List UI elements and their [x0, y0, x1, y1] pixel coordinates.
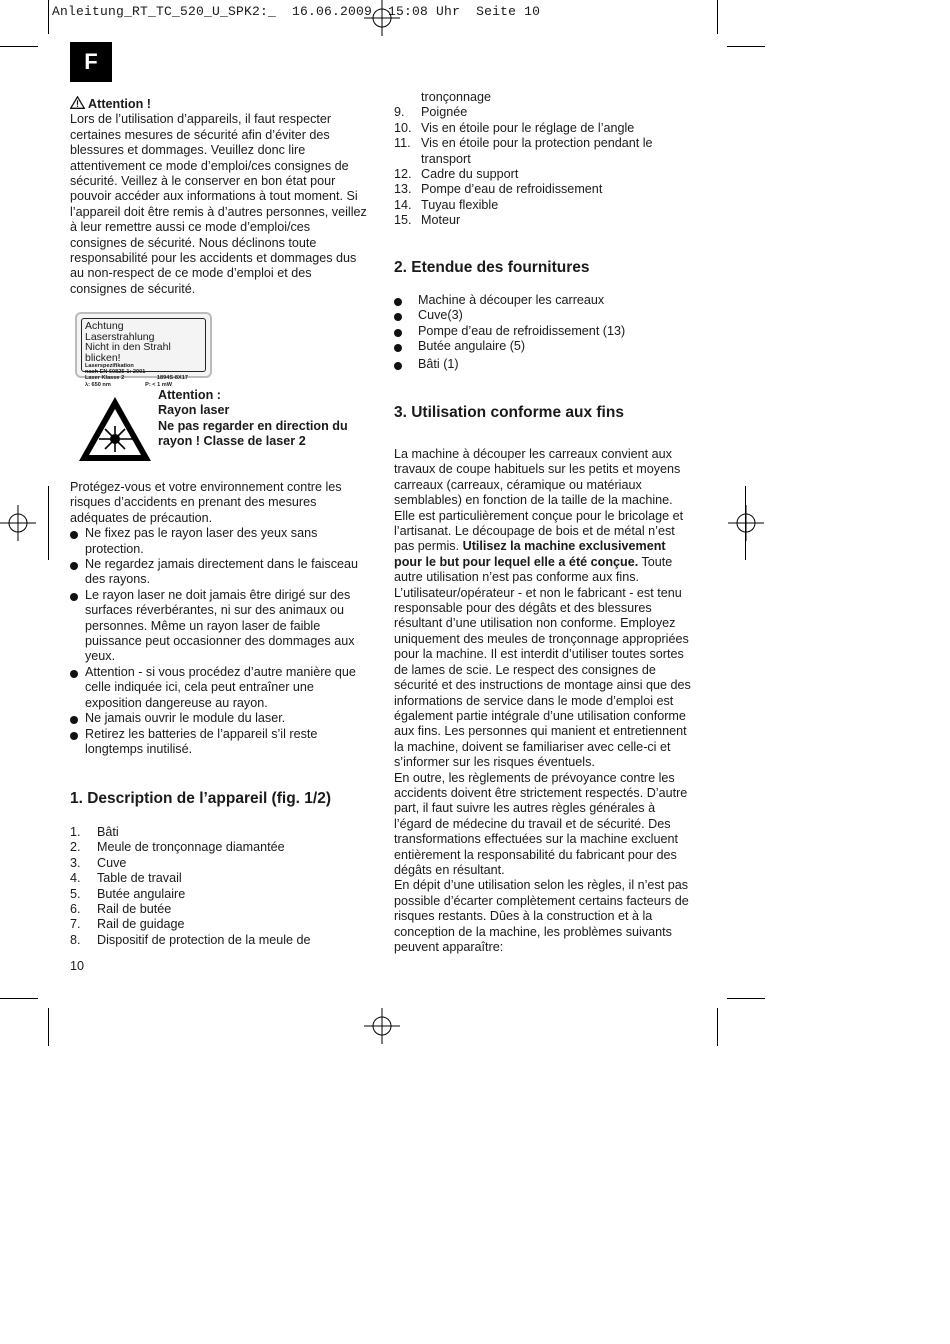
section-2-title: 2. Etendue des fournitures	[394, 259, 590, 276]
registration-mark-icon	[728, 505, 764, 541]
list-item: 9. Poignée	[394, 105, 468, 120]
crop-mark	[0, 998, 38, 999]
list-item: Ne jamais ouvrir le module du laser.	[70, 711, 380, 726]
list-item: Ne fixez pas le rayon laser des yeux sans protection.	[70, 526, 380, 557]
crop-mark	[727, 46, 765, 47]
registration-mark-icon	[364, 0, 400, 36]
crop-mark	[727, 998, 765, 999]
crop-mark	[745, 486, 746, 560]
laser-warning-text: Attention : Rayon laser Ne pas regarder en direction du rayon ! Classe de laser 2	[158, 388, 348, 449]
list-item: 11. Vis en étoile pour la protection pendant le transport	[394, 136, 653, 166]
list-item: Butée angulaire (5)	[394, 339, 704, 354]
list-item: 3. Cuve	[70, 855, 127, 870]
section-3-body: La machine à découper les carreaux convient aux travaux de coupe habituels sur les petits et moyens carreaux (carreaux, céramique ou matériaux semblables) en fonction de la taille de la machine. Elle est particulièrement conçue pour le bricolage et l’artisanat. Le découpage de bois et de métal n’est pas permis. Utilisez la machine exclusivement pour le but pour lequel elle a été conçue. Toute autre utilisation n’est pas conforme aux fins. L’utilisateur/opérateur - et non le fabricant - est tenu responsable pour des dégâts et des blessures résultant d’une utilisation non conforme. Employez uniquement des meules de tronçonnage appropriées pour la machine. Il est interdit d’utiliser toutes sortes de lames de scie. Le respect des consignes de sécurité et des instructions de montage ainsi que des informations de service dans le mode d’emploi est également partie intégrale d’une utilisation conforme aux fins. Les personnes qui manient et entretiennent la machine, doivent se familiariser avec celle-ci et s’informer sur les risques éventuels. En outre, les règlements de prévoyance contre les accidents doivent être strictement respectés. D’autre part, il faut suivre les autres règles générales à l’égard de médecine du travail et de sécurité. Des transformations effectuées sur la machine excluent entièrement la responsabilité du fabricant pour des dégâts en résultant. En dépit d’une utilisation selon les règles, il n’est pas possible d’écarter complètement certains facteurs de risques restants. Dûes à la construction et à la conception de la machine, les problèmes suivants peuvent apparaître:	[394, 447, 691, 954]
crop-mark	[717, 1008, 718, 1046]
crop-mark	[48, 1008, 49, 1046]
section-2	[394, 258, 704, 372]
section-1	[70, 789, 380, 948]
crop-mark	[0, 46, 38, 47]
list-item: 12. Cadre du support	[394, 167, 519, 182]
registration-mark-icon	[0, 505, 36, 541]
list-item: Bâti (1)	[394, 357, 704, 372]
print-header: Anleitung_RT_TC_520_U_SPK2:_ 16.06.2009 15:08 Uhr Seite 10	[52, 4, 541, 19]
list-item: 2. Meule de tronçonnage diamantée	[70, 840, 285, 855]
attention-heading: Attention !	[70, 96, 380, 112]
safety-section: Protégez-vous et votre environnement contre les risques d’accidents en prenant des mesures adéquates de précaution. Ne fixez pas le rayon laser des yeux sans protection. Ne regardez jamais directement dans le faisceau des rayons. Le rayon laser ne doit jamais être dirigé sur des surfaces réverbérantes, ni sur des animaux ou personnes. Même un rayon laser de faible puissance peut occasionner des dommages aux yeux. Attention - si vous procédez d’autre manière que celle indiquée ici, cela peut entraîner une exposition dangereuse au rayon. Ne jamais ouvrir le module du laser. Retirez les batteries de l’appareil s’il reste longtemps inutilisé.	[70, 480, 380, 757]
list-item: Machine à découper les carreaux	[394, 293, 704, 308]
list-item: 5. Butée angulaire	[70, 886, 186, 901]
list-item: 15. Moteur	[394, 213, 461, 228]
list-item: 4. Table de travail	[70, 871, 182, 886]
supply-list	[394, 293, 704, 372]
safety-bullet-list	[70, 526, 380, 757]
list-item: 14. Tuyau flexible	[394, 197, 499, 212]
list-item: 10. Vis en étoile pour le réglage de l’angle	[394, 120, 635, 135]
list-item: Ne regardez jamais directement dans le faisceau des rayons.	[70, 557, 380, 588]
section-3	[394, 403, 704, 955]
crop-mark	[717, 0, 718, 34]
intro-paragraph: Lors de l’utilisation d’appareils, il faut respecter certaines mesures de sécurité afin d’éviter des blessures et dommages. Veuillez donc lire attentivement ce mode d’emploi/ces consignes de sécurité. Veillez à le conserver en bon état pour pouvoir accéder aux informations à tout moment. Si l’appareil doit être remis à d’autres personnes, veillez à leur remettre aussi ce mode d’emploi/ces consignes de sécurité. Nous déclinons toute responsabilité pour les accidents et dommages dus au non-respect de ce mode d’emploi et des consignes de sécurité.	[70, 112, 367, 296]
list-item: 1. Bâti	[70, 825, 119, 839]
list-item: 6. Rail de butée	[70, 902, 172, 917]
list-item: 7. Rail de guidage	[70, 917, 185, 932]
warning-triangle-icon	[70, 96, 85, 109]
left-column	[70, 96, 380, 297]
list-item: Attention - si vous procédez d’autre manière que celle indiquée ici, cela peut entraîner une exposition dangereuse au rayon.	[70, 665, 380, 711]
section-1-title: 1. Description de l’appareil (fig. 1/2)	[70, 790, 331, 807]
list-item: Retirez les batteries de l’appareil s’il reste longtemps inutilisé.	[70, 727, 380, 758]
list-item: Le rayon laser ne doit jamais être dirigé sur des surfaces réverbérantes, ni sur des animaux ou personnes. Même un rayon laser de faible puissance peut occasionner des dommages aux yeux.	[70, 588, 380, 665]
list-item: 13. Pompe d’eau de refroidissement	[394, 182, 603, 197]
list-item: 8. Dispositif de protection de la meule de	[70, 932, 311, 947]
parts-list	[70, 825, 380, 948]
list-item: Cuve(3)	[394, 308, 704, 323]
laser-label-sticker: Achtung Laserstrahlung Nicht in den Strahl blicken! Laserspezifikation nach EN 60825-1: 2001 Laser Klasse 2 1894S-8X17 λ: 650 nm P: < 1 mW	[75, 312, 212, 378]
laser-hazard-icon	[76, 394, 154, 464]
list-item: Pompe d’eau de refroidissement (13)	[394, 324, 704, 339]
crop-mark	[48, 486, 49, 560]
right-parts-list: tronçonnage 9. Poignée 10. Vis en étoile pour le réglage de l’angle 11. Vis en étoile pour la protection pendant le transport 12. Cadre du support 13. Pompe d’eau de refroidissement 14. Tuyau flexible 15. Moteur	[394, 90, 704, 229]
page-number: 10	[70, 959, 85, 973]
language-badge: F	[70, 42, 112, 82]
registration-mark-icon	[364, 1008, 400, 1044]
crop-mark	[48, 0, 49, 34]
section-3-title: 3. Utilisation conforme aux fins	[394, 404, 624, 421]
